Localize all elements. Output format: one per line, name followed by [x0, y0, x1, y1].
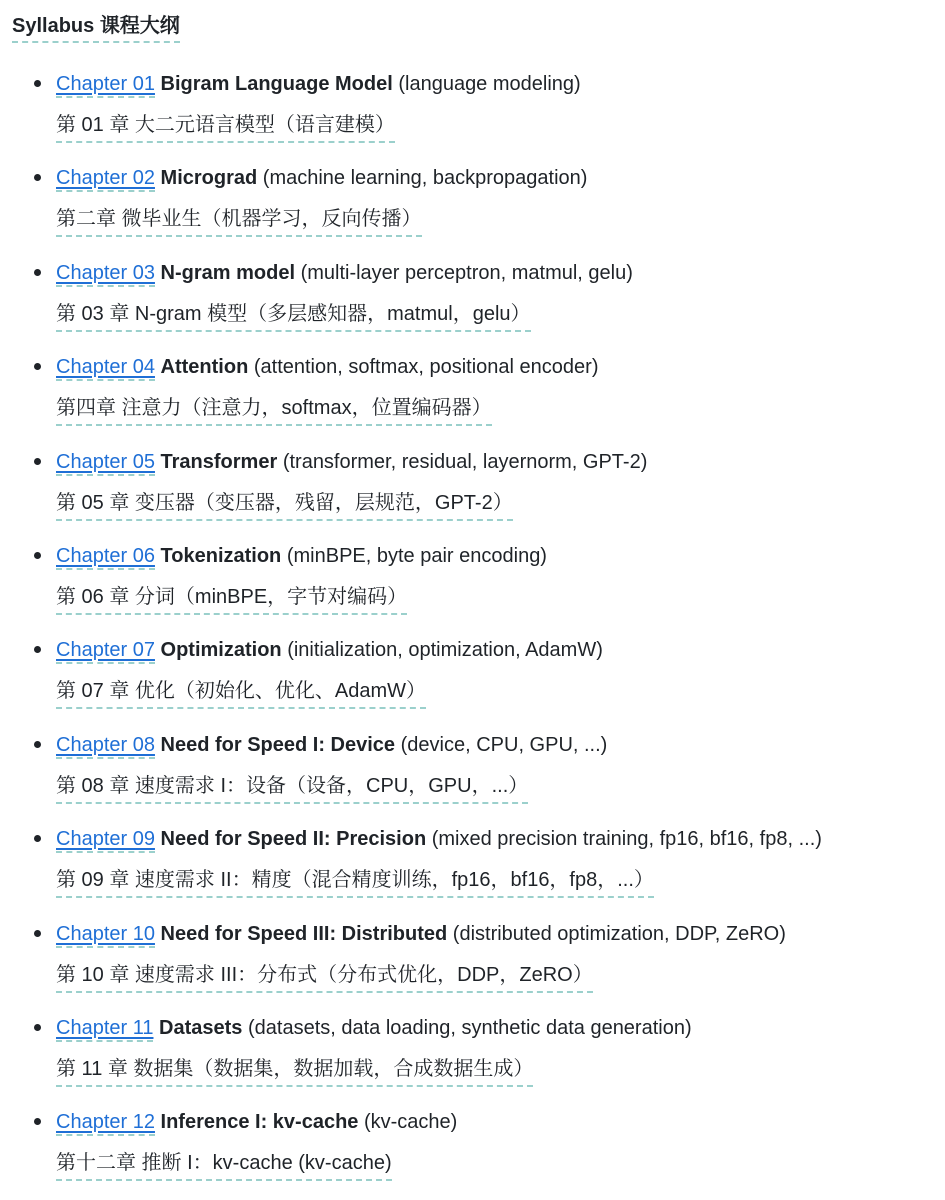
- bullet-icon: [34, 741, 41, 748]
- chapter-link[interactable]: Chapter 09: [56, 828, 155, 853]
- chapter-line-en: [56, 539, 945, 573]
- chapter-translation: 第四章 注意力（注意力，softmax，位置编码器）: [56, 393, 492, 426]
- list-item: [0, 539, 945, 633]
- chapter-line-zh: [56, 204, 945, 237]
- list-item: [0, 728, 945, 822]
- chapter-topics: (device, CPU, GPU, ...): [400, 733, 608, 756]
- list-item: [0, 67, 945, 161]
- chapter-topics: (initialization, optimization, AdamW): [287, 639, 603, 662]
- chapter-translation: 第 06 章 分词（minBPE，字节对编码）: [56, 582, 407, 615]
- chapter-translation: 第 11 章 数据集（数据集，数据加载，合成数据生成）: [56, 1054, 533, 1087]
- chapter-line-zh: [56, 110, 945, 143]
- chapter-line-en: [56, 161, 945, 195]
- list-item: [0, 161, 945, 255]
- chapter-line-zh: [56, 865, 945, 898]
- chapter-topics: (language modeling): [398, 73, 581, 95]
- chapter-line-en: [56, 1011, 945, 1045]
- chapter-line-en: [56, 1105, 945, 1139]
- chapter-title: Need for Speed III: Distributed: [160, 922, 448, 945]
- chapter-list: [0, 67, 945, 1200]
- list-item: [0, 633, 945, 727]
- chapter-title: N-gram model: [160, 261, 295, 284]
- list-item: [0, 1105, 945, 1199]
- chapter-title: Transformer: [160, 450, 278, 473]
- list-item: [0, 822, 945, 916]
- chapter-link[interactable]: Chapter 12: [56, 1111, 155, 1136]
- chapter-topics: (datasets, data loading, synthetic data generation): [248, 1016, 692, 1039]
- list-item: [0, 445, 945, 539]
- chapter-translation: 第十二章 推断 I：kv-cache (kv-cache): [56, 1148, 392, 1181]
- chapter-translation: 第 09 章 速度需求 II：精度（混合精度训练，fp16，bf16，fp8，...）: [56, 865, 654, 898]
- chapter-line-zh: [56, 1054, 945, 1087]
- bullet-icon: [34, 269, 41, 276]
- chapter-link[interactable]: Chapter 06: [56, 545, 155, 570]
- chapter-link[interactable]: Chapter 04: [56, 356, 155, 381]
- chapter-line-en: [56, 633, 945, 667]
- list-item: [0, 917, 945, 1011]
- bullet-icon: [34, 80, 41, 87]
- chapter-topics: (attention, softmax, positional encoder): [253, 356, 599, 379]
- chapter-title: Need for Speed II: Precision: [160, 828, 427, 851]
- chapter-line-en: [56, 67, 945, 101]
- bullet-icon: [34, 1118, 41, 1125]
- chapter-topics: (kv-cache): [363, 1111, 458, 1134]
- chapter-line-zh: [56, 676, 945, 709]
- chapter-link[interactable]: Chapter 02: [56, 167, 155, 192]
- chapter-line-en: [56, 445, 945, 479]
- chapter-line-en: [56, 350, 945, 384]
- chapter-line-en: [56, 256, 945, 290]
- chapter-line-zh: [56, 960, 945, 993]
- bullet-icon: [34, 363, 41, 370]
- chapter-link[interactable]: Chapter 11: [56, 1017, 153, 1042]
- chapter-topics: (distributed optimization, DDP, ZeRO): [452, 922, 786, 945]
- chapter-translation: 第 05 章 变压器（变压器，残留，层规范，GPT-2）: [56, 488, 513, 521]
- chapter-title: Need for Speed I: Device: [160, 733, 396, 756]
- chapter-link[interactable]: Chapter 03: [56, 262, 155, 287]
- chapter-line-zh: [56, 299, 945, 332]
- chapter-link[interactable]: Chapter 01: [56, 73, 155, 98]
- chapter-title: Tokenization: [160, 544, 282, 567]
- bullet-icon: [34, 174, 41, 181]
- list-item: [0, 1011, 945, 1105]
- bullet-icon: [34, 835, 41, 842]
- page-title: Syllabus 课程大纲: [12, 12, 180, 43]
- chapter-topics: (machine learning, backpropagation): [262, 167, 588, 190]
- chapter-link[interactable]: Chapter 05: [56, 451, 155, 476]
- chapter-translation: 第 08 章 速度需求 I：设备（设备，CPU，GPU，...）: [56, 771, 528, 804]
- chapter-topics: (transformer, residual, layernorm, GPT-2): [282, 450, 648, 473]
- bullet-icon: [34, 1024, 41, 1031]
- list-item: [0, 256, 945, 350]
- chapter-translation: 第 01 章 大二元语言模型（语言建模）: [56, 110, 395, 143]
- chapter-title: Optimization: [160, 639, 282, 662]
- chapter-line-zh: [56, 1148, 945, 1181]
- chapter-line-zh: [56, 771, 945, 804]
- chapter-line-en: [56, 822, 945, 856]
- chapter-topics: (minBPE, byte pair encoding): [286, 544, 547, 567]
- bullet-icon: [34, 646, 41, 653]
- chapter-title: Datasets: [159, 1016, 243, 1039]
- chapter-line-en: [56, 917, 945, 951]
- bullet-icon: [34, 458, 41, 465]
- chapter-link[interactable]: Chapter 08: [56, 734, 155, 759]
- chapter-topics: (mixed precision training, fp16, bf16, fp8, ...): [431, 828, 822, 851]
- chapter-translation: 第 10 章 速度需求 III：分布式（分布式优化，DDP，ZeRO）: [56, 960, 593, 993]
- chapter-topics: (multi-layer perceptron, matmul, gelu): [300, 261, 633, 284]
- list-item: [0, 350, 945, 444]
- chapter-title: Attention: [160, 356, 249, 379]
- chapter-line-zh: [56, 488, 945, 521]
- chapter-title: Inference I: kv-cache: [160, 1111, 359, 1134]
- chapter-title: Bigram Language Model: [160, 73, 393, 95]
- chapter-translation: 第 03 章 N-gram 模型（多层感知器，matmul，gelu）: [56, 299, 531, 332]
- chapter-link[interactable]: Chapter 10: [56, 923, 155, 948]
- chapter-line-zh: [56, 582, 945, 615]
- chapter-line-zh: [56, 393, 945, 426]
- chapter-title: Micrograd: [160, 167, 258, 190]
- chapter-translation: 第 07 章 优化（初始化、优化、AdamW）: [56, 676, 426, 709]
- chapter-line-en: [56, 728, 945, 762]
- chapter-link[interactable]: Chapter 07: [56, 639, 155, 664]
- bullet-icon: [34, 930, 41, 937]
- bullet-icon: [34, 552, 41, 559]
- chapter-translation: 第二章 微毕业生（机器学习，反向传播）: [56, 204, 422, 237]
